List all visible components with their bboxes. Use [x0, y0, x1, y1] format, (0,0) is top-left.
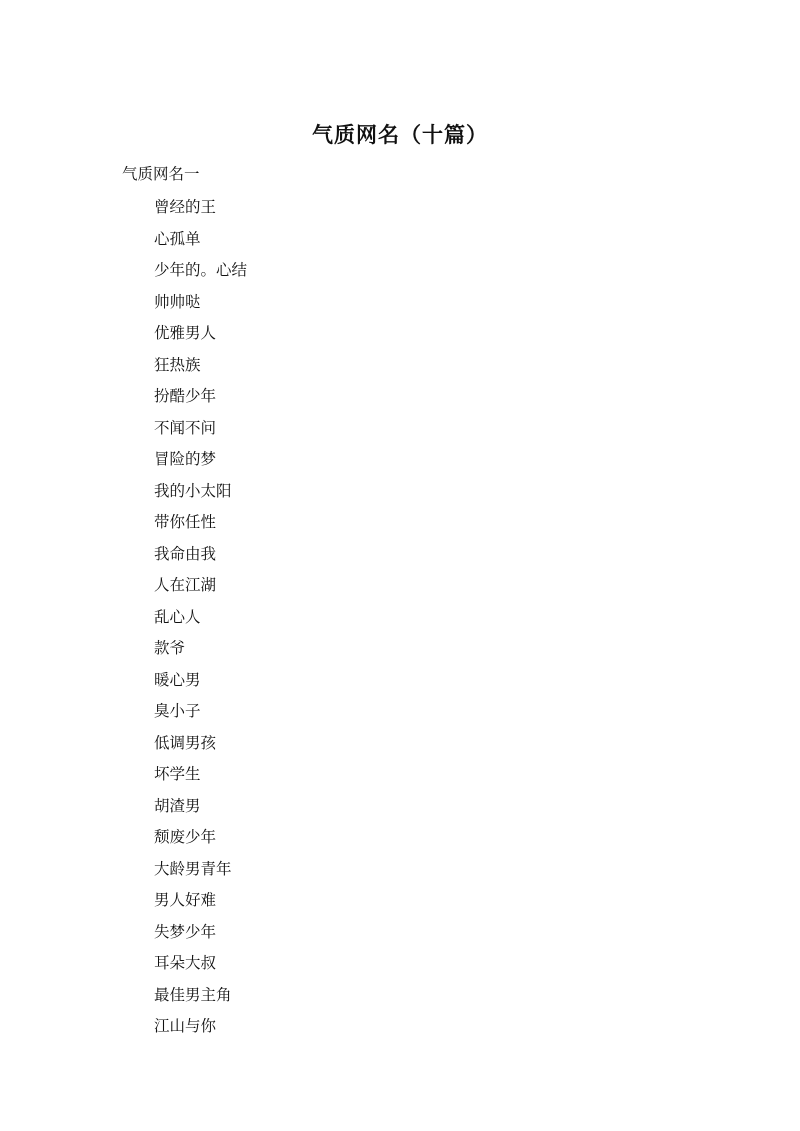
list-item: 扮酷少年 [154, 387, 217, 405]
list-item: 颓废少年 [154, 828, 217, 846]
list-item: 人在江湖 [154, 576, 217, 594]
list-item: 乱心人 [154, 607, 201, 626]
list-item: 冒险的梦 [154, 450, 217, 468]
section-heading: 气质网名一 [122, 165, 200, 183]
list-item: 不闻不问 [154, 418, 217, 437]
list-item: 失梦少年 [154, 922, 217, 941]
list-item: 低调男孩 [154, 733, 217, 752]
list-item: 我命由我 [154, 544, 217, 563]
list-item: 大龄男青年 [154, 859, 232, 878]
list-item: 曾经的王 [154, 198, 217, 216]
list-item: 暖心男 [154, 670, 201, 689]
list-item: 胡渣男 [154, 796, 201, 815]
list-item: 带你任性 [154, 513, 217, 531]
name-list [154, 193, 247, 1044]
list-item: 帅帅哒 [154, 292, 201, 311]
list-item: 狂热族 [154, 355, 201, 374]
list-item: 坏学生 [154, 765, 201, 783]
list-item: 款爷 [154, 639, 186, 657]
list-item: 我的小太阳 [154, 481, 232, 500]
list-item: 心孤单 [154, 229, 201, 248]
list-item: 耳朵大叔 [154, 954, 217, 972]
list-item: 少年的。心结 [154, 261, 248, 279]
list-item: 最佳男主角 [154, 985, 232, 1004]
list-item: 优雅男人 [154, 324, 217, 342]
list-item: 江山与你 [154, 1017, 217, 1035]
document-title: 气质网名（十篇） [312, 123, 488, 147]
list-item: 男人好难 [154, 891, 217, 909]
list-item: 臭小子 [154, 702, 201, 720]
